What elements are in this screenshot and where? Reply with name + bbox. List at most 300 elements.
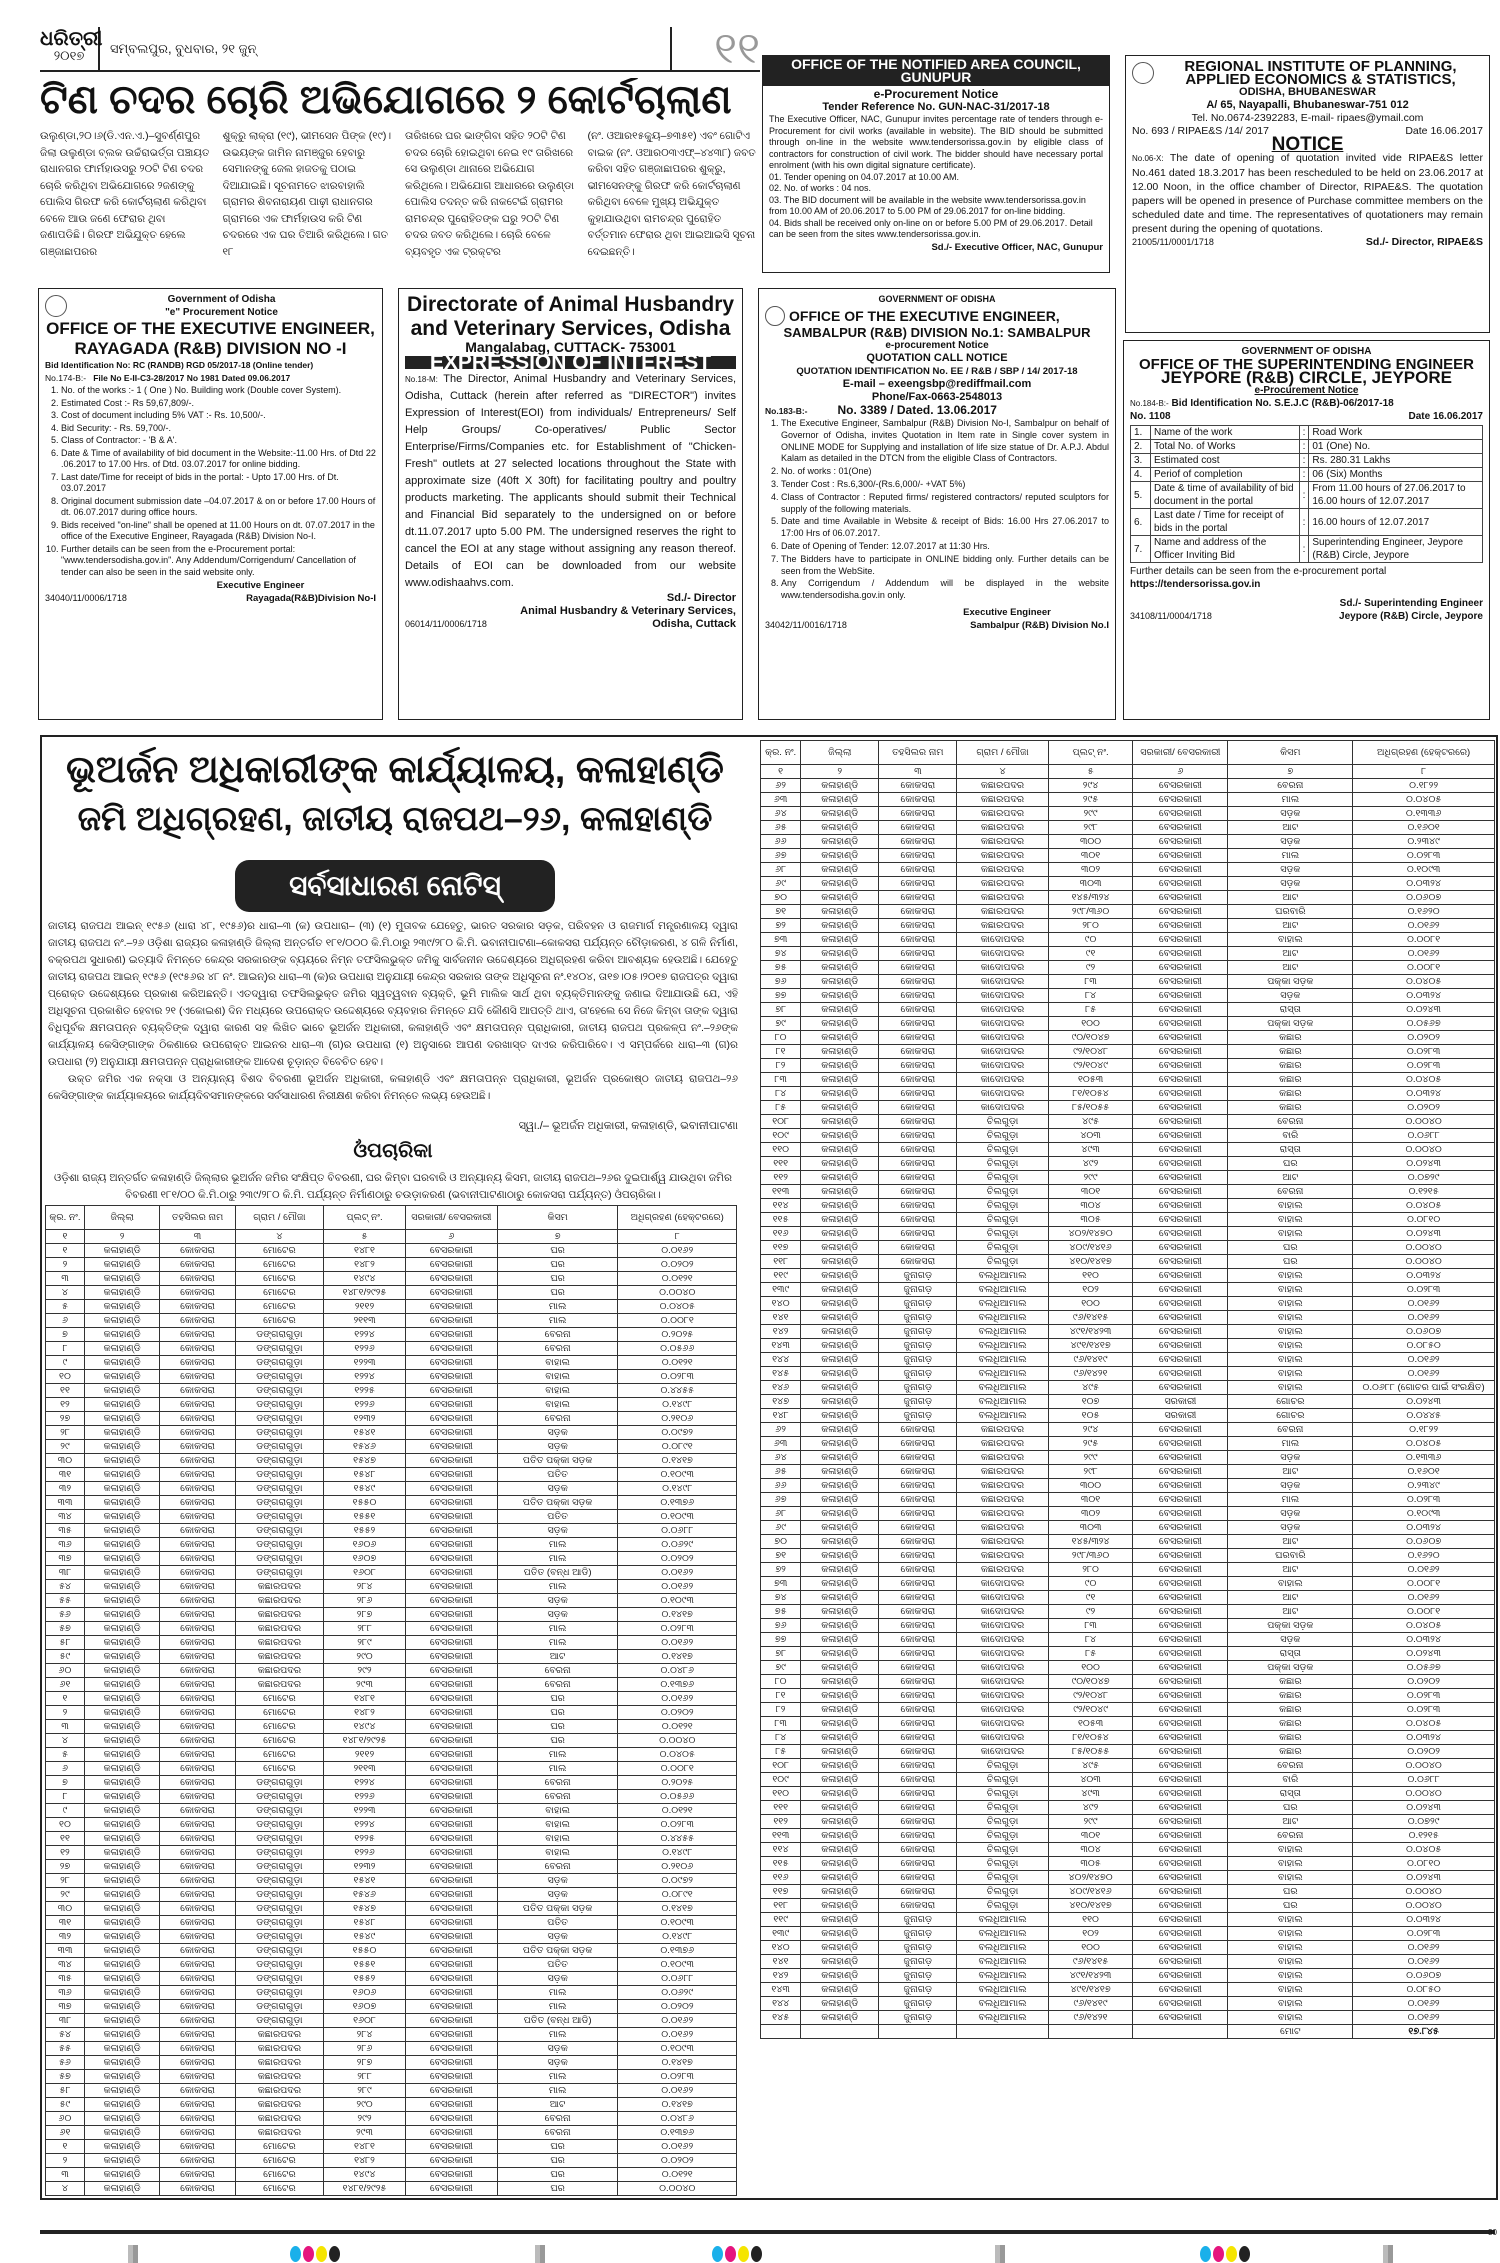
table-cell: ୮	[46, 1342, 85, 1356]
table-cell: ବେସରକାରୀ	[1133, 1801, 1228, 1815]
table-cell: କୋକସରା	[879, 1857, 957, 1871]
table-row	[46, 2070, 737, 2084]
table-cell: ବଲଧିଆମାଲ	[957, 1297, 1048, 1311]
table-cell: କାଦୋପଦର	[957, 1045, 1048, 1059]
notice-items	[765, 418, 1109, 602]
table-cell: କଳାହାଣ୍ଡି	[801, 1577, 879, 1591]
table-cell: ଜୁନାଗଡ଼	[879, 1339, 957, 1353]
table-row	[761, 1493, 1495, 1507]
table-cell: କୋକସରା	[160, 1510, 235, 1524]
table-cell: କୋକସରା	[160, 1356, 235, 1370]
row-number: 1.	[1131, 426, 1151, 440]
table-cell: ୦.୦୦୮୧	[1353, 933, 1495, 947]
table-cell: ୩୦	[46, 1454, 85, 1468]
table-cell: ୧୦	[46, 1818, 85, 1832]
table-cell: ୨୯୮/୩୬୦	[1048, 1549, 1133, 1563]
table-row	[761, 1129, 1495, 1143]
column-number: ୩	[160, 1230, 235, 1244]
newspaper-logo	[40, 27, 103, 71]
table-cell: ୧୫୫୨	[324, 1524, 406, 1538]
table-cell: ବଲଧିଆମାଲ	[957, 1913, 1048, 1927]
table-cell: ବେସରକାରୀ	[405, 1356, 497, 1370]
table-cell: ୫୫	[46, 1594, 85, 1608]
table-cell: କଛାର	[1228, 1059, 1353, 1073]
table-row	[761, 1787, 1495, 1801]
table-cell: ସଡ଼କ	[497, 1594, 618, 1608]
table-row	[761, 961, 1495, 975]
table-cell: ୦.୨୦୨୫	[618, 1776, 737, 1790]
table-cell: ୭୨	[761, 919, 801, 933]
table-cell: ବେସରକାରୀ	[1133, 1745, 1228, 1759]
table-cell: ୯୦/୧୦୪୭	[1048, 1675, 1133, 1689]
table-cell: କାଦୋପଦର	[957, 1675, 1048, 1689]
table-cell: ୧୫୪୯	[324, 1930, 406, 1944]
table-cell: କଳାହାଣ୍ଡି	[84, 1468, 159, 1482]
table-cell: କୋକସରା	[160, 1888, 235, 1902]
table-cell: କଛାରପଦର	[957, 919, 1048, 933]
table-cell: ବାହାଲ	[1228, 2011, 1353, 2025]
table-row	[761, 1297, 1495, 1311]
table-cell: ୦.୦୨୦୨	[1353, 1675, 1495, 1689]
table-cell: କୋକସରା	[879, 1073, 957, 1087]
table-cell: ୭୮	[761, 1647, 801, 1661]
tender-detail-row	[1131, 440, 1483, 454]
odisha-emblem-icon	[765, 306, 785, 326]
table-cell: ବେସରକାରୀ	[405, 1636, 497, 1650]
table-cell: ୦.୦୩୨୪	[1353, 1633, 1495, 1647]
notice-item: 01. Tender opening on 04.07.2017 at 10.00 AM.	[769, 171, 959, 182]
table-cell: ୦.୦୧୬୨	[1353, 947, 1495, 961]
table-cell: କଳାହାଣ୍ଡି	[801, 989, 879, 1003]
column-header: କିସମ	[1228, 741, 1353, 765]
table-cell: ୦.୦୧୬୨	[618, 1244, 737, 1258]
table-cell: କୋକସରା	[160, 1944, 235, 1958]
table-cell: ପତିତ ପକ୍କା ସଡ଼କ	[497, 1902, 618, 1916]
table-cell: କଳାହାଣ୍ଡି	[84, 2154, 159, 2168]
table-cell: କୋକସରା	[160, 1300, 235, 1314]
table-cell: ୪୯୫	[1048, 1115, 1133, 1129]
table-cell: ୦.୦୦୪୦	[618, 1286, 737, 1300]
table-cell: ୨୧୧୩	[324, 1314, 406, 1328]
table-cell: ୦.୦୪୦୫	[1353, 1619, 1495, 1633]
table-row	[46, 2014, 737, 2028]
table-cell: କଳାହାଣ୍ଡି	[801, 1087, 879, 1101]
table-cell: ୧୧୪	[761, 1843, 801, 1857]
table-cell: ବେସରକାରୀ	[405, 1244, 497, 1258]
table-cell: କାଦୋପଦର	[957, 1605, 1048, 1619]
table-cell: କୋକସରା	[160, 2112, 235, 2126]
table-row	[761, 933, 1495, 947]
table-cell: ଘର	[497, 1692, 618, 1706]
table-cell: କୋକସରା	[879, 1129, 957, 1143]
notice-type: e-Procurement Notice	[1254, 385, 1359, 396]
table-cell: କୋକସରା	[879, 1801, 957, 1815]
table-cell: ୦.୦୨୪୩	[1353, 1801, 1495, 1815]
table-cell: କଳାହାଣ୍ଡି	[84, 1258, 159, 1272]
table-cell: ଡଙ୍ଗରାଗୁଡ଼ା	[235, 1986, 323, 2000]
table-cell: କୋକସରା	[879, 1493, 957, 1507]
table-cell: କଛାର	[1228, 1045, 1353, 1059]
table-cell: କଳାହାଣ୍ଡି	[801, 1633, 879, 1647]
table-row	[761, 1381, 1495, 1395]
table-cell: ୧୪୨	[761, 1969, 801, 1983]
notice-item: 7. The Bidders have to participate in ONLINE bidding only. Further details can be seen from the WebSite.	[781, 554, 1109, 578]
notice-item: 04. Bids shall be received only on-line on or before 5.00 PM of 29.06.2017. Detail can be seen from the sites www.tendersorissa.gov.in.	[769, 217, 1093, 239]
table-cell: ଜୁନାଗଡ଼	[879, 1353, 957, 1367]
table-cell: ୨୯୦	[324, 2098, 406, 2112]
table-cell: ବେସରକାରୀ	[405, 1902, 497, 1916]
table-cell: ୦.୦୮୧୦	[1353, 1857, 1495, 1871]
table-cell: ୬୬	[761, 1479, 801, 1493]
table-cell: କୋକସରା	[879, 1521, 957, 1535]
table-cell: ବେସରକାରୀ	[405, 2084, 497, 2098]
table-cell: ୦.୦୧୬୨	[1353, 2011, 1495, 2025]
table-cell: କୋକସରା	[879, 1871, 957, 1885]
table-cell: କଳାହାଣ୍ଡି	[801, 821, 879, 835]
table-cell: ୦.୦୬୦୭	[1353, 891, 1495, 905]
table-cell: କଳାହାଣ୍ଡି	[84, 2140, 159, 2154]
table-cell: ୦.୦୧୬୨	[618, 1566, 737, 1580]
column-number: ୩	[879, 765, 957, 779]
table-row	[761, 1997, 1495, 2011]
table-cell: ବେସରକାରୀ	[405, 1846, 497, 1860]
table-cell: କଳାହାଣ୍ଡି	[801, 933, 879, 947]
table-cell: ବଲଧିଆମାଲ	[957, 1409, 1048, 1423]
table-row	[761, 975, 1495, 989]
table-cell: କୋକସରା	[879, 1479, 957, 1493]
table-cell: କଳାହାଣ୍ଡି	[84, 1734, 159, 1748]
table-cell: ମାଲ	[497, 1314, 618, 1328]
table-cell: ମାଲ	[497, 1762, 618, 1776]
table-cell: ବଲଧିଆମାଲ	[957, 1955, 1048, 1969]
table-cell: କଳାହାଣ୍ଡି	[84, 1356, 159, 1370]
tender-detail-row	[1131, 426, 1483, 440]
table-cell: କଳାହାଣ୍ଡି	[801, 1255, 879, 1269]
table-cell: ରାସ୍ତା	[1228, 1003, 1353, 1017]
table-cell: ୦.୧୮୨୨	[1353, 779, 1495, 793]
table-cell: ୧୧୦	[1048, 1913, 1133, 1927]
table-cell: କୋକସରା	[879, 1703, 957, 1717]
table-cell: ୨୯୫	[1048, 793, 1133, 807]
table-cell: ବେରନା	[1228, 1829, 1353, 1843]
table-cell: ୮୩	[761, 1073, 801, 1087]
table-cell: ୧୬୦୮	[324, 1566, 406, 1580]
table-cell: ବେସରକାରୀ	[405, 1370, 497, 1384]
table-cell: ୧୨	[46, 1846, 85, 1860]
table-cell: କଳାହାଣ୍ଡି	[801, 1423, 879, 1437]
table-cell: ୦.୦୦୮୧	[1353, 1577, 1495, 1591]
table-cell: କଳାହାଣ୍ଡି	[801, 1563, 879, 1577]
table-cell: କଳାହାଣ୍ଡି	[801, 1129, 879, 1143]
table-cell: କୋକସରା	[160, 1734, 235, 1748]
table-cell: ୭୦	[761, 891, 801, 905]
separator: :	[1299, 482, 1309, 509]
table-cell: ୮୩	[761, 1717, 801, 1731]
table-cell: ଆଟ	[1228, 1563, 1353, 1577]
table-row	[46, 2126, 737, 2140]
table-cell: ବେସରକାରୀ	[405, 2168, 497, 2182]
table-cell: ଡଙ୍ଗରାଗୁଡ଼ା	[235, 1510, 323, 1524]
logo-year: ୨୦୧୭	[53, 48, 85, 63]
table-cell: ବେସରକାରୀ	[405, 1650, 497, 1664]
table-cell: ମୋଟେର	[235, 1706, 323, 1720]
table-cell: ୬୪	[761, 807, 801, 821]
table-row	[46, 1650, 737, 1664]
table-cell: ୦.୦୨୮୩	[1353, 1283, 1495, 1297]
table-cell: କଳାହାଣ୍ଡି	[84, 1370, 159, 1384]
table-cell: କଳାହାଣ୍ଡି	[84, 1272, 159, 1286]
table-cell: ୯୬/୧୪୨୧	[1048, 1367, 1133, 1381]
ad-code: 34042/11/0016/1718	[765, 619, 847, 630]
gunupur-notice	[762, 55, 1110, 273]
table-cell: ବେସରକାରୀ	[405, 1692, 497, 1706]
table-row	[46, 1440, 737, 1454]
table-cell: ଘର	[497, 1734, 618, 1748]
table-cell: ୬୯	[761, 877, 801, 891]
table-cell: କୋକସରା	[160, 2014, 235, 2028]
table-cell: କୋକସରା	[879, 1577, 957, 1591]
table-cell: କଳାହାଣ୍ଡି	[801, 1241, 879, 1255]
column-number: ୨	[84, 1230, 159, 1244]
table-cell: ବେସରକାରୀ	[405, 1496, 497, 1510]
detail-value: Rs. 280.31 Lakhs	[1309, 454, 1483, 468]
table-row	[46, 2056, 737, 2070]
table-cell: ୩	[46, 1720, 85, 1734]
institute-title: APPLIED ECONOMICS & STATISTICS,	[1185, 71, 1456, 88]
table-cell: ୦.୦୪୦୫	[1353, 1073, 1495, 1087]
table-cell: ୧୫୪୮	[324, 1916, 406, 1930]
table-cell: ପତିତ ପକ୍କା ସଡ଼କ	[497, 1496, 618, 1510]
table-cell: ୦.୦୩୨୪	[1353, 989, 1495, 1003]
table-cell: କାଦୋପଦର	[957, 1661, 1048, 1675]
table-cell: ୧୨୨୬	[324, 1342, 406, 1356]
table-cell: ବେସରକାରୀ	[1133, 1171, 1228, 1185]
table-cell: ୨୯୩	[324, 2126, 406, 2140]
table-row	[46, 1678, 737, 1692]
detail-value: Road Work	[1309, 426, 1483, 440]
table-cell: ବେରନା	[497, 1342, 618, 1356]
table-cell: କଳାହାଣ୍ଡି	[84, 1426, 159, 1440]
table-cell: ୦.୦୦୪୦	[1353, 1115, 1495, 1129]
table-cell: ୮୪	[1048, 989, 1133, 1003]
table-cell: ୦.୦୧୬୨	[618, 2028, 737, 2042]
table-cell: କଳାହାଣ୍ଡି	[84, 1398, 159, 1412]
table-cell: ୦.୦୧୬୨	[1353, 1941, 1495, 1955]
table-cell: ୦.୦୭୨୯	[1353, 1815, 1495, 1829]
registration-mark	[1383, 2245, 1393, 2263]
table-cell: ୯	[46, 1804, 85, 1818]
table-cell: ବାହାଲ	[1228, 1941, 1353, 1955]
table-cell: ମାଲ	[1228, 1493, 1353, 1507]
table-cell: ୦.୦୧୬୨	[1353, 1311, 1495, 1325]
table-cell: କଛାରପଦର	[957, 849, 1048, 863]
separator: :	[1299, 426, 1309, 440]
table-cell: ମୋଟେର	[235, 2168, 323, 2182]
table-cell: କୋକସରା	[160, 1468, 235, 1482]
table-cell: କଳାହାଣ୍ଡି	[801, 1871, 879, 1885]
table-cell: କଳାହାଣ୍ଡି	[84, 2056, 159, 2070]
table-cell: ୧୪୩	[761, 1983, 801, 1997]
table-cell: ୧୦୨	[1048, 1283, 1133, 1297]
table-cell: ପକ୍କା ସଡ଼କ	[1228, 1017, 1353, 1031]
table-cell: ମାଲ	[497, 1986, 618, 2000]
table-cell: ବଲଧିଆମାଲ	[957, 1269, 1048, 1283]
table-cell: ଆଟ	[1228, 1171, 1353, 1185]
table-cell: କୋକସରା	[160, 2182, 235, 2196]
table-cell: କୋକସରା	[879, 1437, 957, 1451]
table-cell: ୧୨୨୪	[324, 1776, 406, 1790]
table-cell: ୨୯୦	[324, 1650, 406, 1664]
table-cell: ଡଙ୍ଗରାଗୁଡ଼ା	[235, 1412, 323, 1426]
table-cell: ୧୪୫/୩୨୪	[1048, 891, 1133, 905]
table-cell: ବେସରକାରୀ	[405, 1678, 497, 1692]
institute-location: ODISHA, BHUBANESWAR	[1239, 86, 1376, 98]
color-registration-dots	[290, 2246, 340, 2262]
table-cell: ୧୪୪	[761, 1353, 801, 1367]
table-cell: ବେସରକାରୀ	[405, 2028, 497, 2042]
table-cell: କୋକସରା	[879, 1227, 957, 1241]
table-cell: କଛାର	[1228, 1703, 1353, 1717]
table-row	[761, 1815, 1495, 1829]
table-cell: ୬୩	[761, 793, 801, 807]
table-cell: କୋକସରା	[160, 1384, 235, 1398]
table-row	[761, 1703, 1495, 1717]
table-cell: କୋକସରା	[879, 1143, 957, 1157]
table-cell: ୧୪୯୪	[324, 1720, 406, 1734]
table-cell: ୦.୦୨୦୨	[618, 2154, 737, 2168]
table-cell: ବେରନା	[497, 1328, 618, 1342]
table-cell: ୨୮୭	[324, 2056, 406, 2070]
table-cell: ୪୯୩	[1048, 1787, 1133, 1801]
tender-detail-row	[1131, 454, 1483, 468]
table-cell: ୯	[46, 1356, 85, 1370]
table-cell: ୦.୦୫୬୭	[1353, 1661, 1495, 1675]
table-cell: କଳାହାଣ୍ଡି	[801, 947, 879, 961]
table-cell: ଘର	[1228, 1255, 1353, 1269]
table-cell: ସଡ଼କ	[497, 1930, 618, 1944]
table-row	[761, 807, 1495, 821]
registration-mark	[995, 2245, 1005, 2263]
table-cell: କଛାରପଦର	[235, 2098, 323, 2112]
table-cell: ଘର	[497, 1258, 618, 1272]
table-row	[46, 1524, 737, 1538]
detail-value: 01 (One) No.	[1309, 440, 1483, 454]
table-cell: ୦.୧୪୧୭	[618, 1454, 737, 1468]
table-cell: ଡଙ୍ଗରାଗୁଡ଼ା	[235, 1804, 323, 1818]
table-cell: କୋକସରା	[160, 1398, 235, 1412]
table-cell: ଚିଲଗୁଡ଼ା	[957, 1171, 1048, 1185]
table-cell: ୦.୦୨୮୩	[1353, 1045, 1495, 1059]
portal-link[interactable]: https://tendersorissa.gov.in	[1130, 579, 1261, 590]
table-cell: କୋକସରା	[160, 1454, 235, 1468]
table-cell: କୋକସରା	[160, 1566, 235, 1580]
table-cell: କୋକସରା	[879, 821, 957, 835]
table-cell: ବେସରକାରୀ	[405, 1426, 497, 1440]
signature: Sd./- Executive Officer, NAC, Gunupur	[931, 241, 1103, 253]
table-cell: କୋକସରା	[879, 919, 957, 933]
table-cell: ମାଲ	[497, 1622, 618, 1636]
table-row	[761, 1115, 1495, 1129]
table-cell: କଛାରପଦର	[957, 905, 1048, 919]
table-cell: ୧୪୮୨	[324, 1258, 406, 1272]
table-cell: ୧୨୨୫	[324, 1832, 406, 1846]
table-cell: କଳାହାଣ୍ଡି	[801, 975, 879, 989]
table-cell: ୦.୧୩୭୬	[618, 1944, 737, 1958]
notice-code: No.06-X:	[1132, 154, 1164, 163]
table-cell: ସଡ଼କ	[497, 1482, 618, 1496]
table-cell: ୧୪୮୧/୨୯୨୫	[324, 2182, 406, 2196]
table-row	[761, 1003, 1495, 1017]
table-cell: କୋକସରା	[879, 1675, 957, 1689]
signature: Sd./- Director	[666, 592, 736, 604]
ad-code: 06014/11/0006/1718	[405, 619, 487, 629]
table-cell: ଡଙ୍ଗରାଗୁଡ଼ା	[235, 1566, 323, 1580]
table-cell: ୦.୦୩୨୪	[1353, 1521, 1495, 1535]
table-cell: କଳାହାଣ୍ଡି	[801, 1353, 879, 1367]
table-cell: କଳାହାଣ୍ଡି	[84, 2084, 159, 2098]
table-cell: ୬୧	[46, 1678, 85, 1692]
table-row	[46, 1552, 737, 1566]
table-cell: କଳାହାଣ୍ଡି	[84, 1608, 159, 1622]
table-row	[46, 1426, 737, 1440]
table-cell: କୋକସରା	[160, 1678, 235, 1692]
table-cell: ୦.୦୧୨୧	[618, 1356, 737, 1370]
table-cell: କଳାହାଣ୍ଡି	[801, 1171, 879, 1185]
table-cell: କୋକସରା	[160, 1622, 235, 1636]
table-row	[761, 1773, 1495, 1787]
table-cell: ୦.୧୬୨୦	[1353, 1549, 1495, 1563]
table-row	[46, 1790, 737, 1804]
table-cell: କଛାରପଦର	[957, 1437, 1048, 1451]
table-cell: କୋକସରା	[879, 1451, 957, 1465]
annexure-title: ଓଁପଚାରିକା	[353, 1140, 433, 1162]
table-cell: ୧୧୧	[761, 1801, 801, 1815]
table-cell: ୩୦୩	[1048, 877, 1133, 891]
table-cell: କଛାରପଦର	[235, 1594, 323, 1608]
table-cell: କଳାହାଣ୍ଡି	[84, 1384, 159, 1398]
table-cell: ୧୧୩	[761, 1829, 801, 1843]
table-cell: କଳାହାଣ୍ଡି	[801, 1213, 879, 1227]
table-cell: ୬୭	[761, 849, 801, 863]
table-cell: ଚିଲଗୁଡ଼ା	[957, 1129, 1048, 1143]
table-cell: ୦.୧୪୧୭	[618, 1650, 737, 1664]
table-cell: କଳାହାଣ୍ଡି	[801, 1997, 879, 2011]
table-cell: ୧୪୩	[761, 1339, 801, 1353]
contact-phone: Phone/Fax-0663-2548013	[871, 391, 1003, 403]
table-row	[46, 2154, 737, 2168]
table-cell: ବେରନା	[1228, 1185, 1353, 1199]
table-cell: କଳାହାଣ୍ଡି	[84, 1510, 159, 1524]
table-cell: ୦.୦୮୫୦	[1353, 1339, 1495, 1353]
column-header: କ୍ର. ନଂ.	[46, 1206, 85, 1230]
table-cell: ୧୧୨	[761, 1815, 801, 1829]
table-cell: ୮	[46, 1790, 85, 1804]
table-cell: ବେସରକାରୀ	[1133, 1619, 1228, 1633]
table-row	[761, 891, 1495, 905]
table-cell: କୋକସରା	[879, 1759, 957, 1773]
table-cell: ୦.୨୧୦୬	[618, 1860, 737, 1874]
table-cell: କୋକସରା	[879, 807, 957, 821]
table-cell: କୋକସରା	[160, 1650, 235, 1664]
table-cell: କଛାରପଦର	[957, 1507, 1048, 1521]
table-cell: କୋକସରା	[160, 1314, 235, 1328]
tender-detail-row	[1131, 536, 1483, 563]
table-cell: କୋକସରା	[160, 2070, 235, 2084]
detail-value: Superintending Engineer, Jeypore (R&B) Circle, Jeypore	[1309, 536, 1483, 563]
notice-item: 8. Any Corrigendum / Addendum will be displayed in the website www.tendersodisha.gov.in only.	[781, 578, 1109, 602]
table-cell: ବେସରକାରୀ	[405, 1328, 497, 1342]
table-cell: ଡଙ୍ଗରାଗୁଡ଼ା	[235, 1370, 323, 1384]
